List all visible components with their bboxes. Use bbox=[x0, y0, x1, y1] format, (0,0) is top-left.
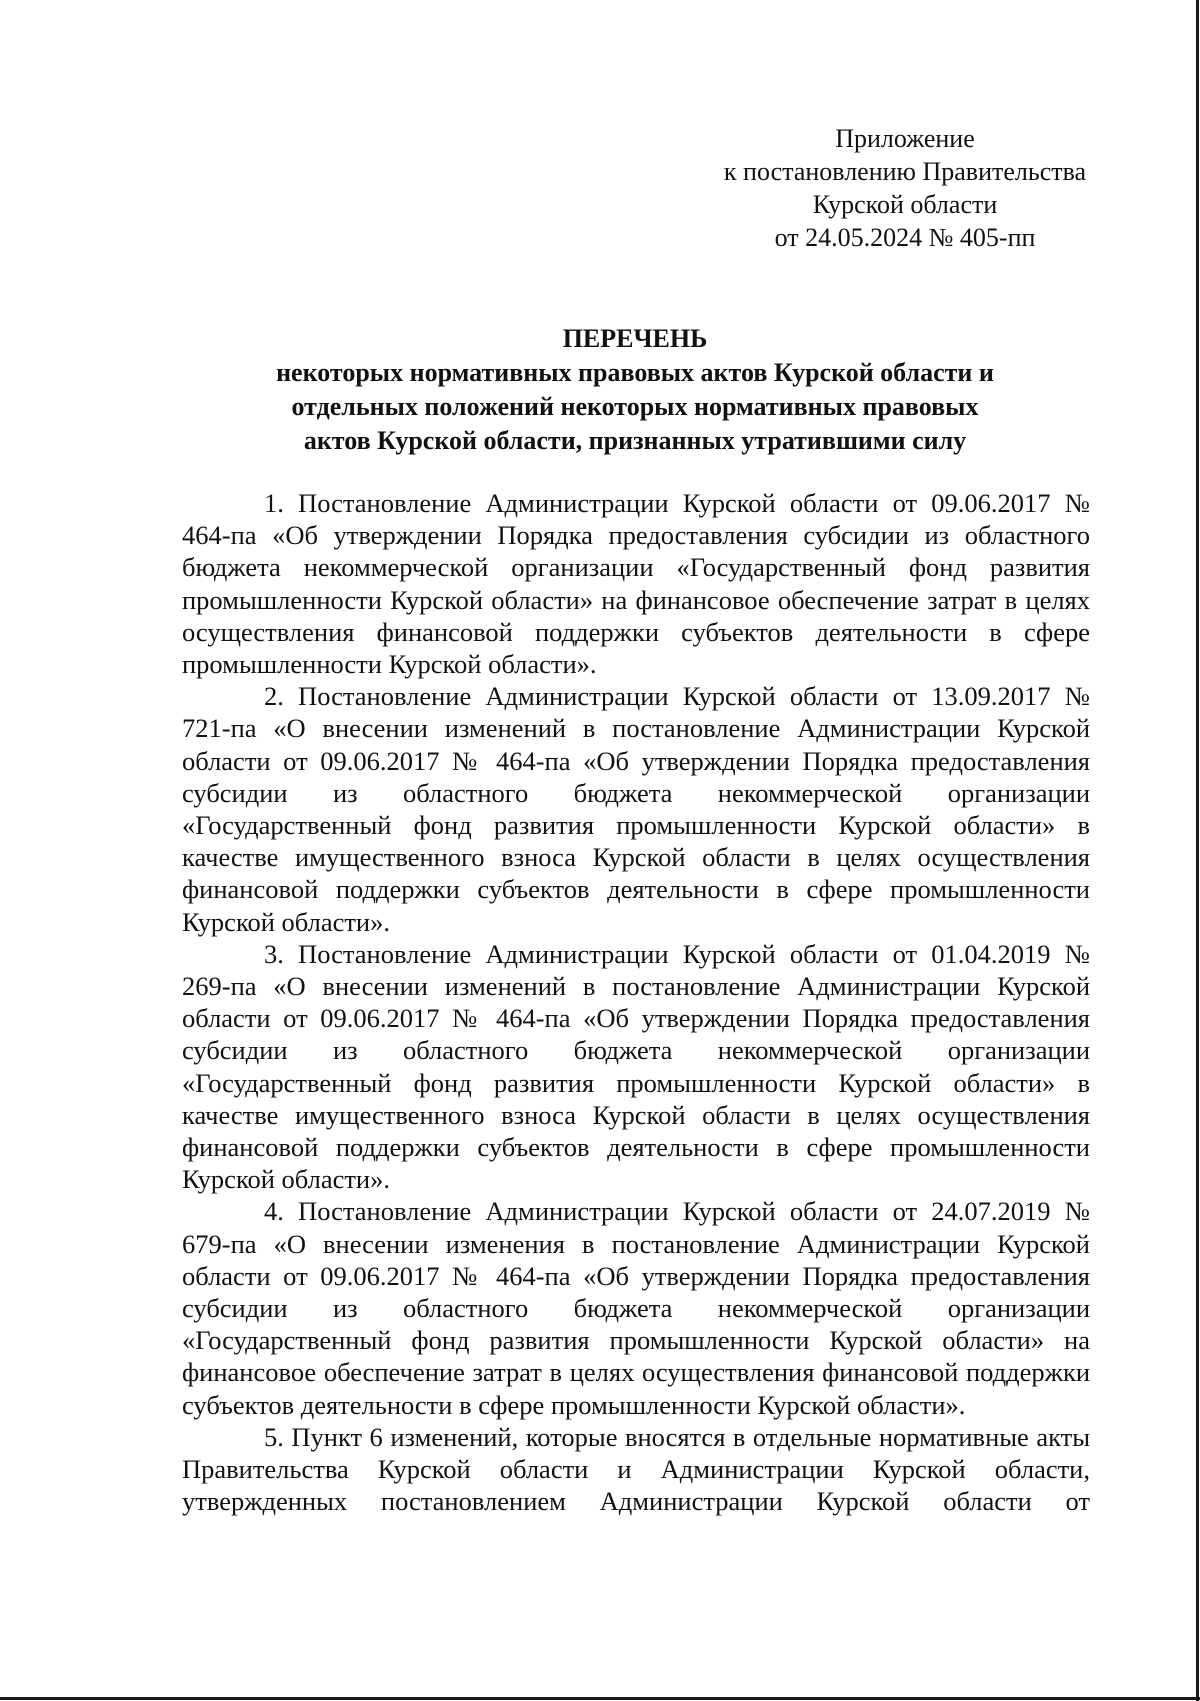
list-item-3: 3. Постановление Администрации Курской области от 01.04.2019 № 269-па «О внесении изменений в постановление Администрации Курской области от 09.06.2017 № 464-па «Об утверждении Порядка предоставления субсидии из областного бюджета некоммерческой организации «Государственный фонд развития промышленности Курской области» в качестве имущественного взноса Курской области в целях осуществления финансовой поддержки субъектов деятельности в сфере промышленности Курской области». bbox=[182, 938, 1090, 1195]
list-item-4: 4. Постановление Администрации Курской области от 24.07.2019 № 679-па «О внесении изменения в постановление Администрации Курской области от 09.06.2017 № 464-па «Об утверждении Порядка предоставления субсидии из областного бюджета некоммерческой организации «Государственный фонд развития промышленности Курской области» на финансовое обеспечение затрат в целях осуществления финансовой поддержки субъектов деятельности в сфере промышленности Курской области». bbox=[182, 1196, 1090, 1420]
heading-line-1: некоторых нормативных правовых актов Курской области и bbox=[276, 358, 994, 387]
appendix-label: Приложение bbox=[835, 124, 975, 153]
appendix-resolution-ref: к постановлению Правительства bbox=[723, 157, 1087, 186]
appendix-stamp bbox=[690, 122, 1120, 254]
list-item-5: 5. Пункт 6 изменений, которые вносятся в отдельные нормативные акты Правительства Курской области и Администрации Курской области, утвержденных постановлением Администрации Курской области от bbox=[182, 1421, 1090, 1517]
appendix-region: Курской области bbox=[812, 190, 998, 219]
scan-edge-bottom bbox=[0, 1697, 1200, 1700]
list-item-1: 1. Постановление Администрации Курской области от 09.06.2017 № 464-па «Об утверждении Порядка предоставления субсидии из областного бюджета некоммерческой организации «Государственный фонд развития промышленности Курской области» на финансовое обеспечение затрат в целях осуществления финансовой поддержки субъектов деятельности в сфере промышленности Курской области». bbox=[182, 488, 1090, 680]
document-heading bbox=[180, 322, 1090, 458]
document-title: ПЕРЕЧЕНЬ bbox=[562, 324, 708, 353]
appendix-date-number: от 24.05.2024 № 405-пп bbox=[774, 223, 1036, 252]
heading-line-3: актов Курской области, признанных утратившими силу bbox=[303, 426, 967, 455]
scan-edge-right bbox=[1196, 0, 1199, 1701]
document-body bbox=[182, 487, 1090, 1518]
heading-line-2: отдельных положений некоторых нормативных правовых bbox=[291, 392, 979, 421]
list-item-2: 2. Постановление Администрации Курской области от 13.09.2017 № 721-па «О внесении изменений в постановление Администрации Курской области от 09.06.2017 № 464-па «Об утверждении Порядка предоставления субсидии из областного бюджета некоммерческой организации «Государственный фонд развития промышленности Курской области» в качестве имущественного взноса Курской области в целях осуществления финансовой поддержки субъектов деятельности в сфере промышленности Курской области». bbox=[182, 681, 1090, 937]
